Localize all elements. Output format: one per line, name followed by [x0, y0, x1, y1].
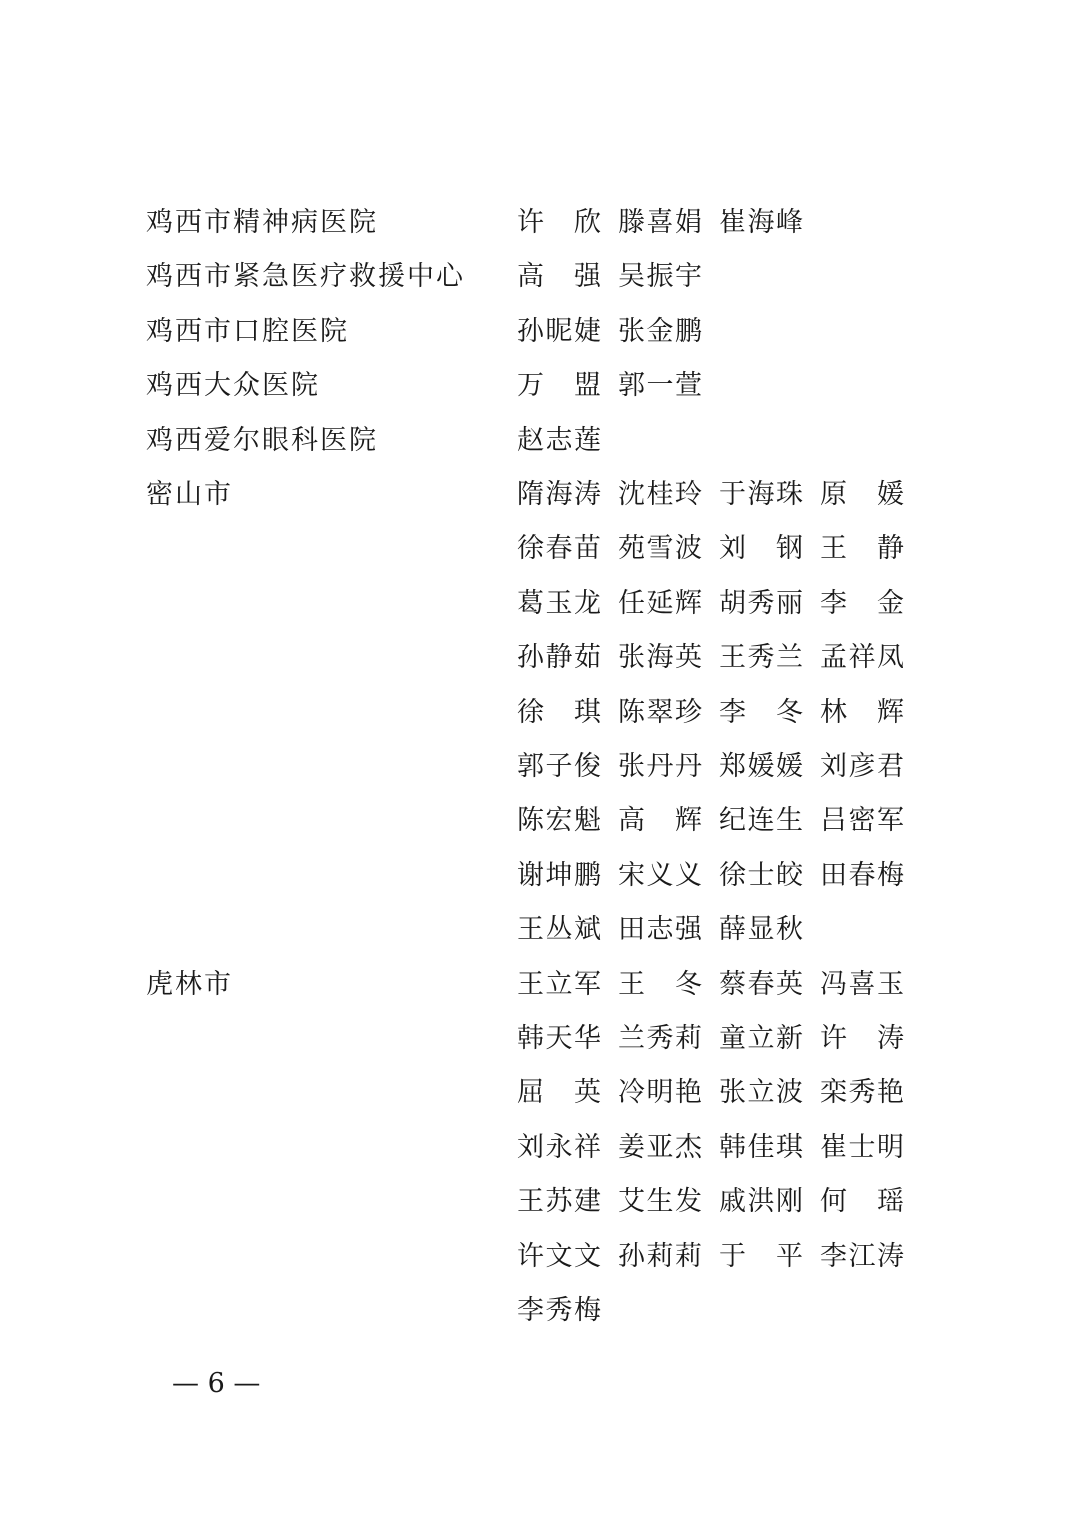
- person-name: 纪 连 生: [719, 805, 803, 837]
- person-name: 张 立 波: [719, 1077, 803, 1109]
- person-name: 许 欣: [517, 207, 601, 238]
- person-name: 隋 海 涛: [517, 479, 601, 510]
- person-name: 郭 子 俊: [517, 751, 601, 782]
- person-name: 崔 士 明: [820, 1131, 904, 1163]
- person-name: 万 盟: [517, 370, 601, 402]
- person-name: 李 金: [820, 587, 904, 619]
- person-name: 李 秀 梅: [517, 1295, 601, 1326]
- person-name: 林 辉: [820, 696, 904, 728]
- person-name: 吕 密 军: [820, 805, 904, 837]
- person-name: 刘 永 祥: [517, 1131, 601, 1163]
- person-name: 崔 海 峰: [719, 207, 803, 238]
- person-name: 冷 明 艳: [618, 1077, 702, 1109]
- person-name: 孙 昵 婕: [517, 315, 601, 347]
- person-name: 王 秀 兰: [719, 642, 803, 674]
- person-name: 于 平: [719, 1240, 803, 1272]
- person-name: 李 冬: [719, 696, 803, 728]
- person-name: 田 志 强: [618, 914, 702, 946]
- person-name: 孟 祥 凤: [820, 642, 904, 674]
- unit-name: 虎林市: [146, 968, 233, 1000]
- person-name: 韩 天 华: [517, 1023, 601, 1054]
- person-name: 吴 振 宇: [618, 261, 702, 293]
- person-name: 徐 春 苗: [517, 533, 601, 565]
- person-name: 刘 彦 君: [820, 751, 904, 782]
- person-name: 于 海 珠: [719, 479, 803, 510]
- person-name: 王 冬: [618, 968, 702, 1000]
- unit-name: 鸡西爱尔眼科医院: [146, 424, 378, 456]
- person-name: 任 延 辉: [618, 587, 702, 619]
- person-name: 戚 洪 刚: [719, 1186, 803, 1218]
- person-name: 王 苏 建: [517, 1186, 601, 1218]
- person-name: 宋 义 义: [618, 859, 702, 891]
- unit-name: 鸡西市精神病医院: [146, 207, 378, 238]
- person-name: 蔡 春 英: [719, 968, 803, 1000]
- unit-name: 密山市: [146, 479, 233, 510]
- person-name: 童 立 新: [719, 1023, 803, 1054]
- person-name: 胡 秀 丽: [719, 587, 803, 619]
- person-name: 兰 秀 莉: [618, 1023, 702, 1054]
- person-name: 韩 佳 琪: [719, 1131, 803, 1163]
- person-name: 苑 雪 波: [618, 533, 702, 565]
- person-name: 郑 媛 媛: [719, 751, 803, 782]
- person-name: 王 静: [820, 533, 904, 565]
- person-name: 张 金 鹏: [618, 315, 702, 347]
- person-name: 艾 生 发: [618, 1186, 702, 1218]
- person-name: 沈 桂 玲: [618, 479, 702, 510]
- person-name: 滕 喜 娟: [618, 207, 702, 238]
- person-name: 屈 英: [517, 1077, 601, 1109]
- person-name: 王 丛 斌: [517, 914, 601, 946]
- person-name: 栾 秀 艳: [820, 1077, 904, 1109]
- page-number: — 6 —: [172, 1368, 261, 1399]
- unit-name: 鸡西大众医院: [146, 370, 320, 402]
- person-name: 葛 玉 龙: [517, 587, 601, 619]
- person-name: 许 文 文: [517, 1240, 601, 1272]
- person-name: 王 立 军: [517, 968, 601, 1000]
- person-name: 许 涛: [820, 1023, 904, 1054]
- person-name: 田 春 梅: [820, 859, 904, 891]
- person-name: 徐 琪: [517, 696, 601, 728]
- person-name: 孙 莉 莉: [618, 1240, 702, 1272]
- person-name: 徐 士 皎: [719, 859, 803, 891]
- person-name: 陈 翠 珍: [618, 696, 702, 728]
- person-name: 冯 喜 玉: [820, 968, 904, 1000]
- person-name: 张 海 英: [618, 642, 702, 674]
- person-name: 赵 志 莲: [517, 424, 601, 456]
- person-name: 谢 坤 鹏: [517, 859, 601, 891]
- person-name: 张 丹 丹: [618, 751, 702, 782]
- person-name: 姜 亚 杰: [618, 1131, 702, 1163]
- person-name: 高 强: [517, 261, 601, 293]
- person-name: 何 瑶: [820, 1186, 904, 1218]
- person-name: 高 辉: [618, 805, 702, 837]
- unit-name: 鸡西市紧急医疗救援中心: [146, 261, 465, 293]
- person-name: 原 媛: [820, 479, 904, 510]
- person-name: 陈 宏 魁: [517, 805, 601, 837]
- person-name: 薛 显 秋: [719, 914, 803, 946]
- unit-name: 鸡西市口腔医院: [146, 315, 349, 347]
- person-name: 李 江 涛: [820, 1240, 904, 1272]
- person-name: 孙 静 茹: [517, 642, 601, 674]
- person-name: 刘 钢: [719, 533, 803, 565]
- person-name: 郭 一 萱: [618, 370, 702, 402]
